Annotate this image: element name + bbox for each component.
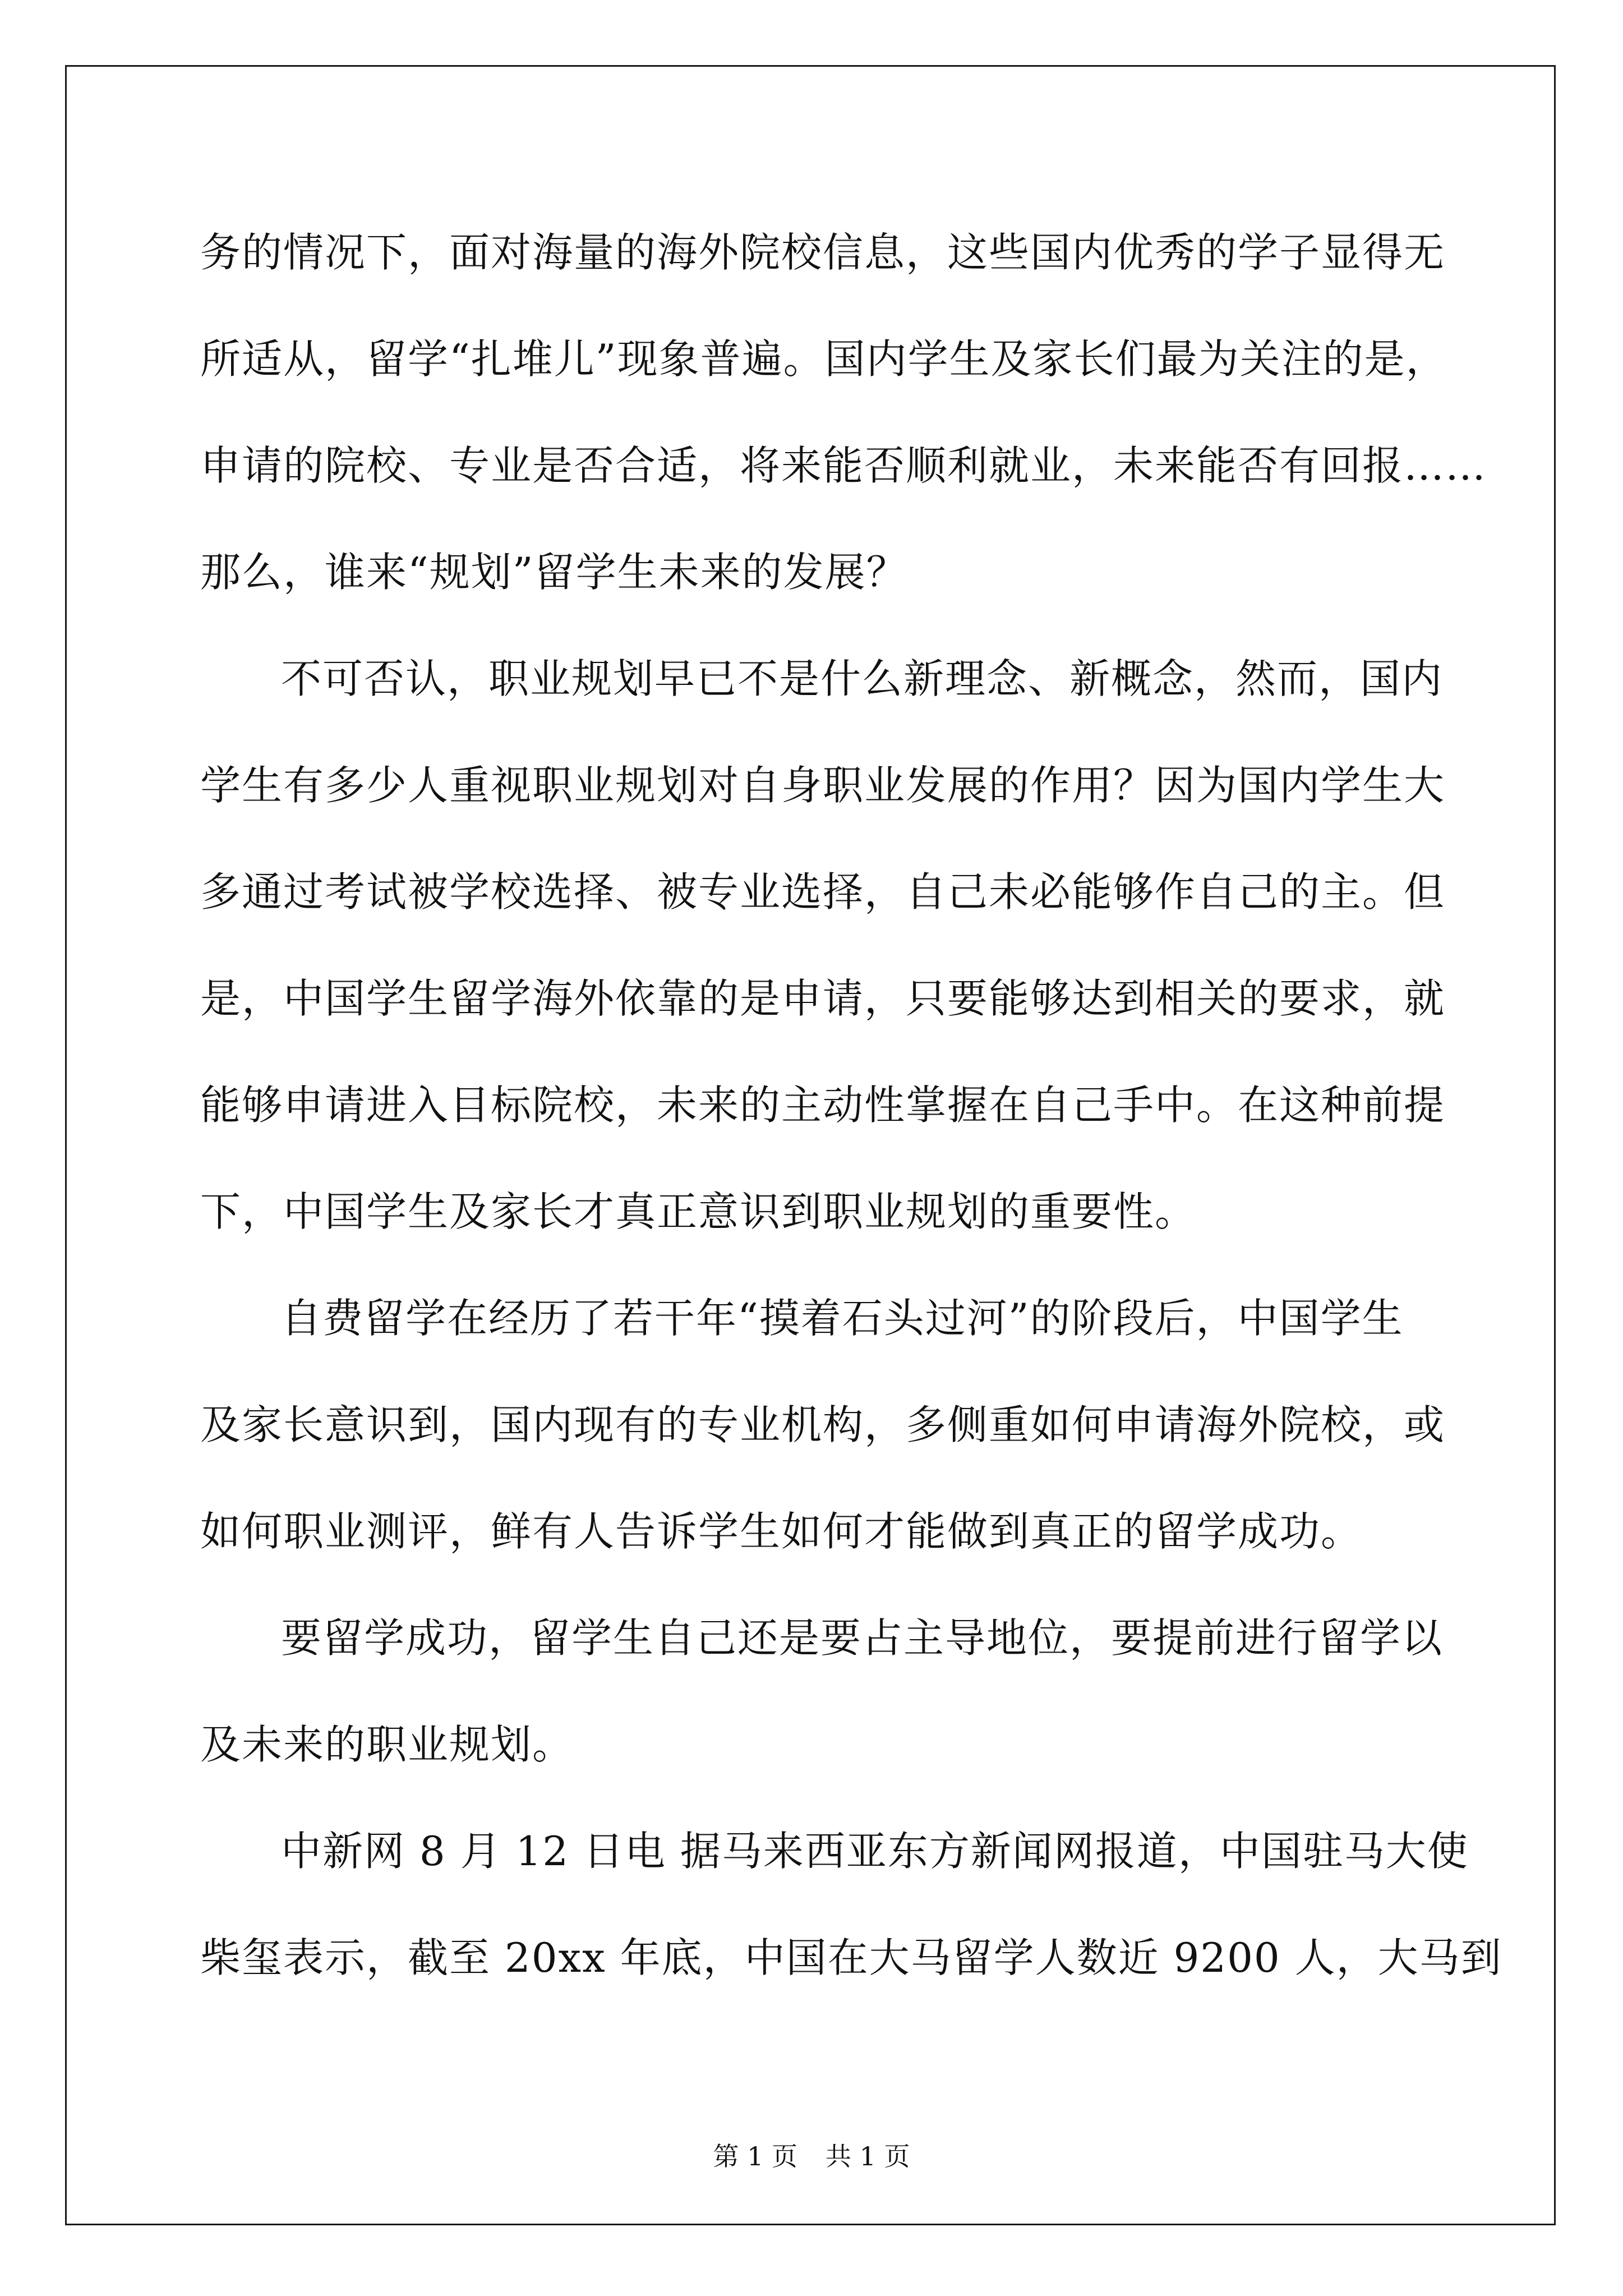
text-line: 多通过考试被学校选择、被专业选择，自己未必能够作自己的主。但	[200, 868, 1446, 915]
text-line: 及未来的职业规划。	[200, 1721, 574, 1768]
text-line: 要留学成功，留学生自己还是要占主导地位，要提前进行留学以	[281, 1614, 1444, 1662]
text-line: 学生有多少人重视职业规划对自身职业发展的作用？因为国内学生大	[200, 762, 1446, 809]
text-line: 不可否认，职业规划早已不是什么新理念、新概念，然而，国内	[281, 655, 1444, 702]
page-footer	[0, 2136, 1623, 2173]
text-line: 务的情况下，面对海量的海外院校信息，这些国内优秀的学子显得无	[200, 229, 1446, 276]
paragraph-3	[200, 1265, 1446, 1585]
page-total: 共 1 页	[826, 2141, 910, 2171]
text-line: 如何职业测评，鲜有人告诉学生如何才能做到真正的留学成功。	[200, 1508, 1363, 1555]
text-line: 及家长意识到，国内现有的专业机构，多侧重如何申请海外院校，或	[200, 1401, 1446, 1448]
text-line: 那么，谁来“规划”留学生未来的发展？	[200, 549, 908, 596]
paragraph-1	[200, 199, 1487, 625]
text-line: 下，中国学生及家长才真正意识到职业规划的重要性。	[200, 1188, 1197, 1235]
paragraph-5	[200, 1798, 1502, 2011]
text-line: 自费留学在经历了若干年“摸着石头过河”的阶段后，中国学生	[281, 1295, 1404, 1342]
page-number: 第 1 页	[713, 2141, 797, 2171]
text-line: 能够申请进入目标院校，未来的主动性掌握在自己手中。在这种前提	[200, 1082, 1446, 1129]
text-line: 申请的院校、专业是否合适，将来能否顺利就业，未来能否有回报……	[200, 442, 1487, 489]
text-line: 所适从，留学“扎堆儿”现象普遍。国内学生及家长们最为关注的是，	[200, 335, 1447, 383]
text-line: 是，中国学生留学海外依靠的是申请，只要能够达到相关的要求，就	[200, 975, 1446, 1022]
text-line: 中新网 8 月 12 日电 据马来西亚东方新闻网报道，中国驻马大使	[281, 1828, 1469, 1875]
document-body	[200, 199, 1502, 2011]
text-line: 柴玺表示，截至 20xx 年底，中国在大马留学人数近 9200 人，大马到	[200, 1934, 1502, 1981]
paragraph-2	[200, 625, 1446, 1265]
paragraph-4	[200, 1585, 1444, 1798]
